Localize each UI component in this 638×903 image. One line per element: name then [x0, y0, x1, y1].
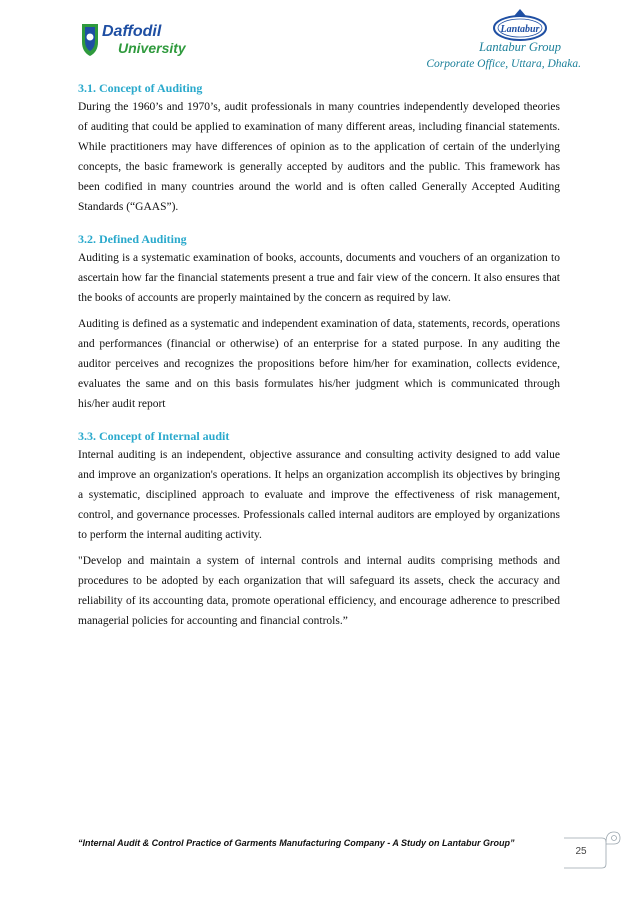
section-defined-auditing [78, 231, 560, 414]
paragraph: Auditing is a systematic examination of books, accounts, documents and vouchers of an organization to ascertain how far the financial statements present a true and fair view of the concern. It also ensures that the books of accounts are properly maintained by the concern as required by law. [78, 252, 560, 304]
section-heading: 3.2. Defined Auditing [78, 232, 187, 246]
company-address: Corporate Office, Uttara, Dhaka. [426, 58, 581, 70]
company-name: Lantabur Group [479, 40, 561, 54]
logo-flower [87, 34, 94, 41]
section-heading: 3.3. Concept of Internal audit [78, 429, 230, 443]
logo-text: Lantabur [500, 24, 540, 35]
logo-line1: Daffodil [102, 23, 162, 40]
paragraph: Auditing is defined as a systematic and independent examination of data, statements, records, operations and performances (financial or otherwise) of an enterprise for a stated purpose. In any auditing the auditor perceives and recognizes the propositions before him/her for examination, collects evidence, evaluates the same and on this basis formulates his/her judgment which is communicated through his/her audit report [78, 318, 560, 410]
section-heading: 3.1. Concept of Auditing [78, 81, 203, 95]
footer-title: “Internal Audit & Control Practice of Garments Manufacturing Company - A Study on Lantabur Group” [78, 838, 515, 848]
quote-paragraph: "Develop and maintain a system of internal controls and internal audits comprising methods and procedures to be adopted by each organization that will safeguard its assets, check the accuracy and reliability of its accounting data, promote operational efficiency, and encourage adherence to prescribed managerial policies for accounting and financial controls.” [78, 555, 560, 627]
badge-curl [606, 832, 620, 844]
badge-curl-dot [612, 836, 617, 841]
paragraph: During the 1960’s and 1970’s, audit professionals in many countries independently developed theories of auditing that could be applied to examination of many different areas, including financial statements. While practitioners may have differences of opinion as to the application of certain of the underlying concepts, the basic framework is generally accepted by auditors and the public. This framework has been codified in many countries around the world and is often called Generally Accepted Auditing Standards (“GAAS”). [78, 101, 560, 213]
daffodil-logo-graphic [78, 18, 208, 58]
daffodil-university-logo [78, 18, 208, 58]
section-internal-audit [78, 428, 560, 631]
logo-crest [514, 9, 526, 16]
paragraph: Internal auditing is an independent, objective assurance and consulting activity designed to add value and improve an organization's operations. It helps an organization accomplish its objectives by bringing a systematic, disciplined approach to evaluate and improve the effectiveness of risk management, control, and governance processes. Professionals called internal auditors are employed by organizations to perform the internal auditing activity. [78, 449, 560, 541]
page-number: 25 [575, 846, 587, 857]
section-concept-of-auditing [78, 80, 560, 217]
document-body [78, 80, 560, 631]
logo-line2: University [118, 40, 186, 56]
